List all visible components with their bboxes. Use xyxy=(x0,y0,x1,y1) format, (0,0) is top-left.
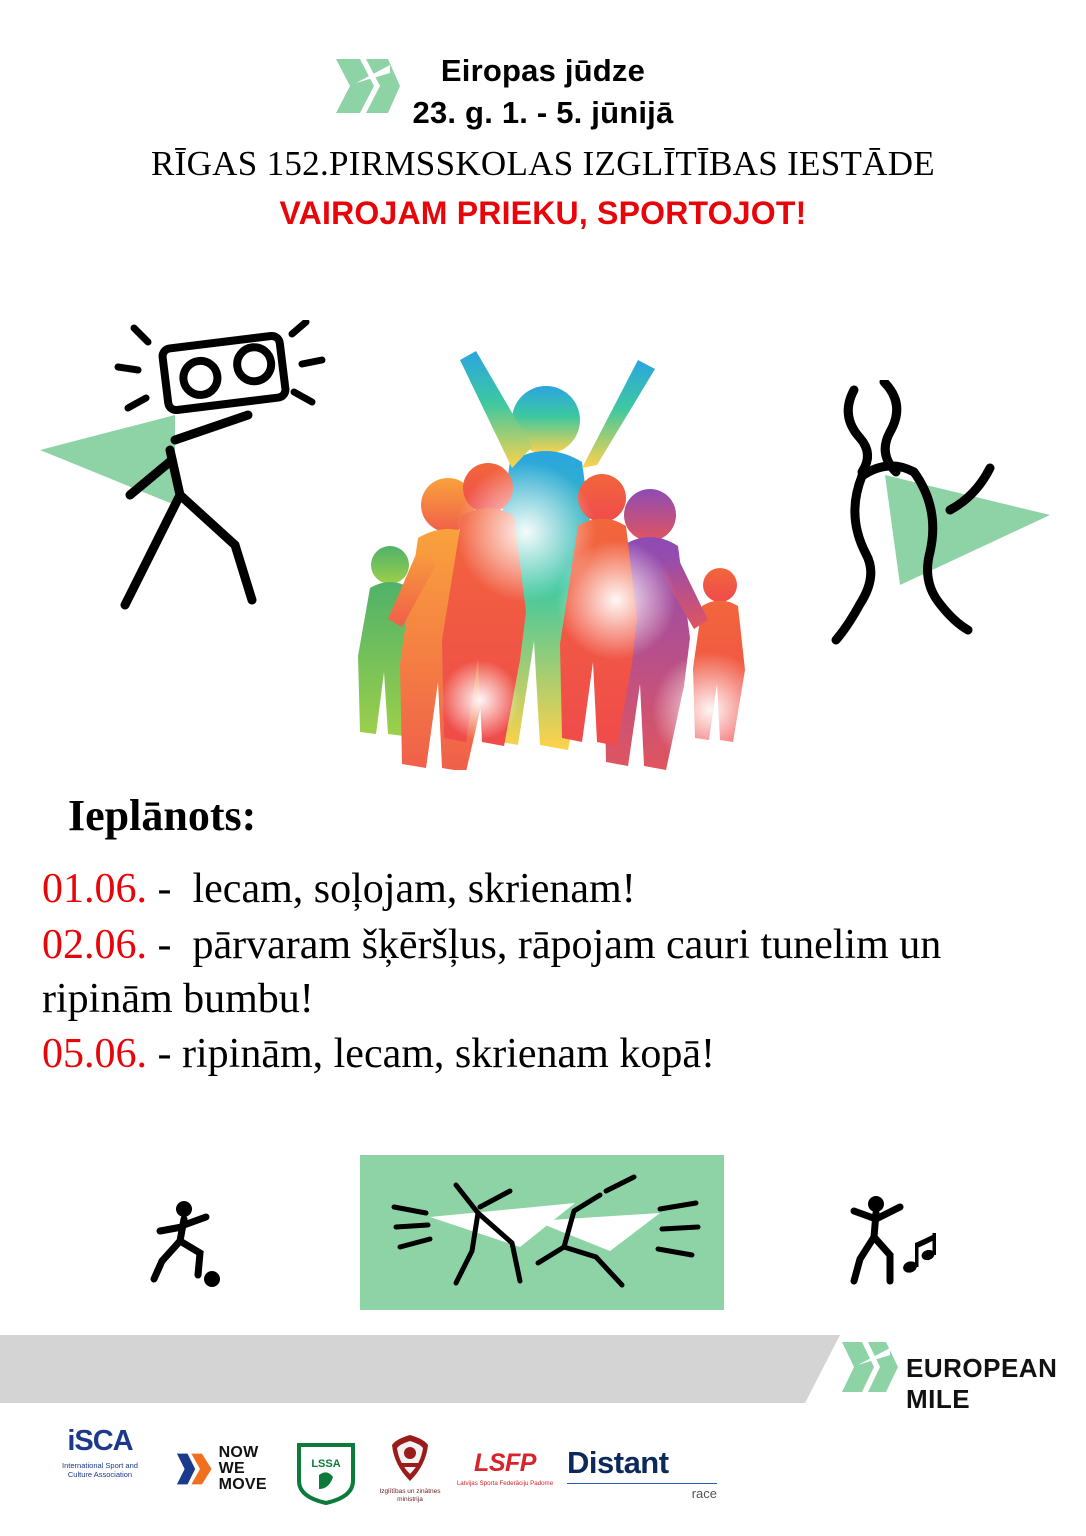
lssa-logo xyxy=(295,1425,367,1525)
plan-item-date: 05.06. xyxy=(42,1031,147,1078)
dancing-figure-with-music-notes-icon xyxy=(840,1193,940,1288)
izm-logo xyxy=(365,1425,455,1525)
isca-logo xyxy=(40,1425,160,1525)
lssa-shield-icon xyxy=(295,1441,357,1505)
now-we-move-logo xyxy=(175,1425,295,1525)
plan-item-dash: - xyxy=(157,866,172,912)
lsfp-logo xyxy=(455,1425,555,1525)
isca-subtitle: International Sport and Culture Association xyxy=(62,1461,138,1480)
plan-item-dash: - xyxy=(157,921,172,968)
plan-item-text: lecam, soļojam, skrienam! xyxy=(192,866,636,912)
stick-figure-with-megaphone-icon xyxy=(30,320,340,640)
now-we-move-line1: NOW xyxy=(218,1444,259,1461)
svg-text:LSSA: LSSA xyxy=(311,1458,341,1470)
latvia-coat-of-arms-icon xyxy=(388,1433,432,1485)
european-mile-arrow-icon xyxy=(838,1339,898,1395)
plan-item-dash: - xyxy=(157,1031,172,1078)
stick-figure-running-with-flag-icon xyxy=(800,380,1060,700)
izm-subtitle: Izglītības un zinātnes ministrija xyxy=(379,1488,441,1504)
sponsor-strip xyxy=(0,1425,1086,1535)
european-mile-arrow-icon xyxy=(330,55,400,117)
bottom-icon-row xyxy=(0,1155,1086,1315)
header-event-name: Eiropas jūdze xyxy=(440,53,646,88)
distant-wordmark: Distant xyxy=(567,1445,669,1480)
now-we-move-arrow-icon xyxy=(175,1451,212,1487)
header-institution: RĪGAS 152.PIRMSSKOLAS IZGLĪTĪBAS IESTĀDE xyxy=(151,143,935,183)
european-mile-logo xyxy=(838,1339,1078,1414)
lsfp-subtitle: Latvijas Sporta Federāciju Padome xyxy=(456,1480,554,1487)
plan-item xyxy=(42,919,1046,1027)
european-mile-wordmark: EUROPEAN MILE xyxy=(906,1353,1058,1414)
lsfp-wordmark: LSFP xyxy=(474,1449,536,1477)
plan-item-text: ripinām, lecam, skrienam kopā! xyxy=(182,1031,715,1078)
two-stick-figures-celebrating-icon xyxy=(360,1155,724,1310)
now-we-move-line2: WE MOVE xyxy=(218,1460,267,1493)
plan-title: Ieplānots: xyxy=(68,791,257,840)
plan-item xyxy=(42,1028,1046,1082)
artwork-band xyxy=(0,300,1086,780)
poster-header xyxy=(0,0,1086,232)
green-highlight-box xyxy=(360,1155,724,1310)
plan-item xyxy=(42,863,1046,917)
plan-item-date: 02.06. xyxy=(42,921,147,968)
plan-section xyxy=(0,790,1086,1084)
isca-wordmark: iSCA xyxy=(67,1425,133,1457)
plan-item-text: pārvaram šķēršļus, rāpojam cauri tunelim un ripinām bumbu! xyxy=(42,921,942,1022)
colorful-running-crowd-illustration xyxy=(330,300,760,770)
banner-grey-bar xyxy=(0,1335,840,1403)
distant-subtitle: race xyxy=(567,1483,717,1501)
bottom-banner xyxy=(0,1335,1086,1414)
plan-item-date: 01.06. xyxy=(42,866,147,912)
soccer-player-icon xyxy=(140,1197,230,1287)
header-slogan: VAIROJAM PRIEKU, SPORTOJOT! xyxy=(279,194,807,231)
distant-race-logo xyxy=(567,1425,717,1525)
header-event-dates: 23. g. 1. - 5. jūnijā xyxy=(412,94,674,130)
